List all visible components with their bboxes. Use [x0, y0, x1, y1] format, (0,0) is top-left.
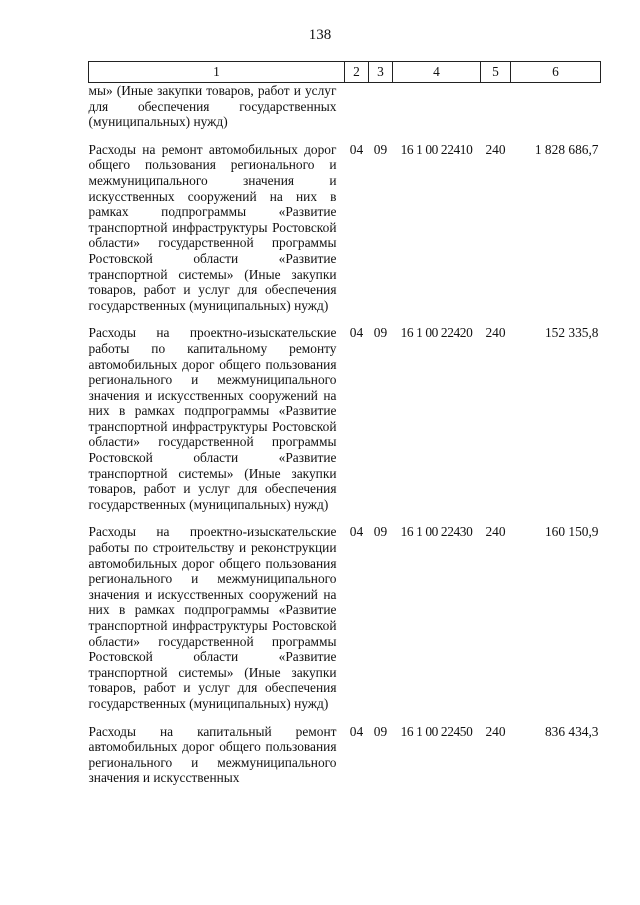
row-subsection: 09	[373, 723, 388, 739]
header-col-2: 2	[345, 62, 369, 83]
row-description: мы» (Иные закупки товаров, работ и услуг для обеспечения государственных (муниципальных) нужд)	[88, 83, 337, 130]
row-expense-type: 240	[485, 524, 506, 540]
row-target-article: 16 1 00 22430	[400, 524, 473, 540]
row-expense-type: 240	[485, 325, 506, 341]
row-subsection: 09	[373, 325, 388, 341]
header-col-1: 1	[89, 62, 345, 83]
row-section: 04	[349, 723, 364, 739]
row-expense-type	[481, 83, 511, 130]
header-col-4: 4	[393, 62, 481, 83]
row-target-article	[393, 83, 481, 130]
row-amount: 836 434,3	[544, 723, 599, 739]
row-expense-type: 240	[485, 723, 506, 739]
row-description: Расходы на проектно-изыскательские работы по капитальному ремонту автомобильных дорог общего пользования регионального и межмуниципального значения и искусственных сооружений на них в рамках подпрограммы «Развитие транспортной инфраструктуры Ростовской области» государственной программы Ростовской области «Развитие транспортной системы» (Иные закупки товаров, работ и услуг для обеспечения государственных (муниципальных) нужд)	[88, 325, 337, 512]
row-subsection: 09	[373, 141, 388, 157]
page-number: 138	[308, 27, 332, 43]
row-target-article: 16 1 00 22410	[400, 141, 473, 157]
header-col-6: 6	[511, 62, 601, 83]
row-description: Расходы на капитальный ремонт автомобильных дорог общего пользования регионального и межмуниципального значения и искусственных	[88, 723, 337, 786]
row-description: Расходы на проектно-изыскательские работы по строительству и реконструкции автомобильных дорог общего пользования регионального и межмуниципального значения и искусственных сооружений на них в рамках подпрограммы «Развитие транспортной инфраструктуры Ростовской области» государственной программы Ростовской области «Развитие транспортной системы» (Иные закупки товаров, работ и услуг для обеспечения государственных (муниципальных) нужд)	[88, 524, 337, 711]
row-section	[345, 83, 369, 130]
header-col-3: 3	[369, 62, 393, 83]
table-row	[89, 130, 601, 314]
row-section: 04	[349, 524, 364, 540]
row-subsection	[369, 83, 393, 130]
table-row	[89, 512, 601, 711]
row-section: 04	[349, 141, 364, 157]
table-row	[89, 83, 601, 130]
table-row	[89, 313, 601, 512]
budget-table	[88, 61, 601, 786]
table-header-row	[89, 62, 601, 83]
row-target-article: 16 1 00 22420	[400, 325, 473, 341]
row-amount: 152 335,8	[544, 325, 599, 341]
table-row	[89, 712, 601, 786]
row-expense-type: 240	[485, 141, 506, 157]
row-amount: 1 828 686,7	[534, 141, 599, 157]
row-amount: 160 150,9	[544, 524, 599, 540]
header-col-5: 5	[481, 62, 511, 83]
row-target-article: 16 1 00 22450	[400, 723, 473, 739]
row-section: 04	[349, 325, 364, 341]
row-subsection: 09	[373, 524, 388, 540]
row-description: Расходы на ремонт автомобильных дорог общего пользования регионального и межмуниципального значения и искусственных сооружений на них в рамках подпрограммы «Развитие транспортной инфраструктуры Ростовской области» государственной программы Ростовской области «Развитие транспортной системы» (Иные закупки товаров, работ и услуг для обеспечения государственных (муниципальных) нужд)	[88, 141, 337, 313]
row-amount	[511, 83, 601, 130]
